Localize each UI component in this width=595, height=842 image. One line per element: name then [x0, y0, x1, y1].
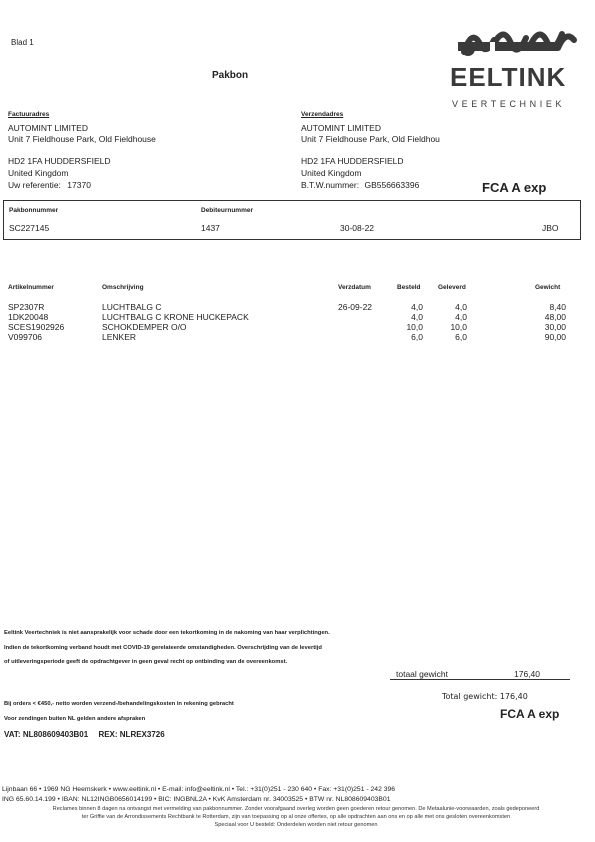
footer-terms-1: Reclames binnen 8 dagen na ontvangst met vermelding van pakbonnummer. Zonder voorafgaand overleg worden geen goederen retour genomen. De Metaalunie-voorwaarden, zoals gedeponeerd: [52, 806, 540, 812]
row-besteld: 6,0: [411, 332, 423, 342]
pakbon-number-label: Pakbonnummer: [9, 207, 59, 214]
factuur-line2: HD2 1FA HUDDERSFIELD: [8, 156, 111, 166]
total-weight-label: totaal gewicht: [396, 669, 448, 679]
note-line-2: Indien de tekortkoming verband houdt met COVID-19 gerelateerde omstandigheden. Overschrijding van de levertijd: [4, 645, 322, 651]
factuur-name: AUTOMINT LIMITED: [8, 123, 88, 133]
col-omschrijving: Omschrijving: [102, 284, 144, 291]
handwritten-total: Total gewicht: 176,40: [442, 692, 528, 701]
note-line-1: Eeltink Veertechniek is niet aansprakelijk voor schade door een tekortkoming in de nakoming van haar verplichtingen.: [4, 630, 330, 636]
btw-label: B.T.W.nummer:: [301, 180, 360, 190]
table-row: [8, 322, 580, 332]
footer-terms-3: Speciaal voor U besteld: Onderdelen worden niet retour genomen: [214, 822, 378, 828]
col-besteld: Besteld: [397, 284, 421, 291]
rex-number: REX: NLREX3726: [98, 730, 165, 739]
factuur-line1: Unit 7 Fieldhouse Park, Old Fieldhouse: [8, 134, 156, 144]
row-art: V099706: [8, 332, 43, 342]
footer-bank: ING 65.60.14.199 • IBAN: NL12INGB0656014199 • BIC: INGBNL2A • KvK Amsterdam nr. 34003525 • BTW nr. NL808609403B01: [2, 796, 391, 803]
col-artikelnummer: Artikelnummer: [8, 284, 54, 291]
debiteur-label: Debiteurnummer: [201, 207, 254, 214]
document-title: Pakbon: [212, 70, 249, 81]
vat-number: VAT: NL808609403B01: [4, 730, 89, 739]
btw-value: GB556663396: [364, 180, 420, 190]
footer-terms-2: ter Griffie van de Arrondissements Rechtbank te Rotterdam, zijn van toepassing op al onze offertes, op alle opdrachten aan ons en op alle met ons gesloten overeenkomsten: [81, 814, 511, 820]
verzend-btw: [301, 180, 419, 190]
verzend-line1: Unit 7 Fieldhouse Park, Old Fieldhou: [301, 134, 440, 144]
verzend-line2: HD2 1FA HUDDERSFIELD: [301, 156, 404, 166]
row-gewicht: 8,40: [549, 302, 566, 312]
row-besteld: 10,0: [406, 322, 423, 332]
verzend-line3: United Kingdom: [301, 168, 362, 178]
factuur-label: Factuuradres: [8, 111, 50, 118]
pakbon-initials: JBO: [542, 223, 559, 233]
pakbon-date: 30-08-22: [340, 223, 375, 233]
fca-top: FCA A exp: [482, 180, 547, 195]
table-row: [8, 332, 580, 342]
row-geleverd: 4,0: [455, 312, 467, 322]
verzend-name: AUTOMINT LIMITED: [301, 123, 381, 133]
logo-sub-text: VEERTECHNIEK: [452, 99, 566, 109]
total-weight-value: 176,40: [514, 669, 540, 679]
orders-note-2: Voor zendingen buiten NL gelden andere afspraken: [4, 716, 146, 722]
row-desc: LENKER: [102, 332, 137, 342]
fca-bottom: FCA A exp: [500, 707, 560, 721]
row-geleverd: 6,0: [455, 332, 467, 342]
row-gewicht: 90,00: [544, 332, 566, 342]
total-divider: [390, 679, 570, 680]
row-geleverd: 4,0: [455, 302, 467, 312]
orders-note-1: Bij orders < €450,- netto worden verzend-/behandelingskosten in rekening gebracht: [4, 701, 234, 707]
factuur-line3: United Kingdom: [8, 168, 69, 178]
row-gewicht: 30,00: [544, 322, 566, 332]
row-date: 26-09-22: [338, 302, 373, 312]
row-geleverd: 10,0: [450, 322, 467, 332]
page-number: Blad 1: [11, 38, 34, 47]
row-desc: SCHOKDEMPER O/O: [102, 322, 187, 332]
vat-rex-line: [4, 730, 165, 739]
row-gewicht: 48,00: [544, 312, 566, 322]
row-art: 1DK20048: [8, 312, 49, 322]
pakbon-number: SC227145: [9, 223, 50, 233]
reference-label: Uw referentie:: [8, 180, 61, 190]
table-row: [8, 302, 580, 312]
row-desc: LUCHTBALG C: [102, 302, 162, 312]
row-art: SCES1902926: [8, 322, 65, 332]
col-geleverd: Geleverd: [438, 284, 466, 291]
verzend-label: Verzendadres: [301, 111, 344, 118]
row-desc: LUCHTBALG C KRONE HUCKEPACK: [102, 312, 249, 322]
note-line-3: of uitleveringsperiode geeft de opdrachtgever in geen geval recht op ontbinding van de overeenkomst.: [4, 659, 288, 665]
pakbon-info-box: [3, 200, 581, 240]
col-gewicht: Gewicht: [535, 284, 561, 291]
logo-brand-text: EELTINK: [450, 62, 567, 92]
row-besteld: 4,0: [411, 312, 423, 322]
row-besteld: 4,0: [411, 302, 423, 312]
row-art: SP2307R: [8, 302, 45, 312]
table-row: [8, 312, 580, 322]
reference-value: 17370: [67, 180, 91, 190]
debiteur-number: 1437: [201, 223, 220, 233]
footer-contact: Lijnbaan 66 • 1969 NG Heemskerk • www.eeltink.nl • E-mail: info@eeltink.nl • Tel.: +31(0)251 - 230 640 • Fax: +31(0)251 - 242 396: [2, 786, 396, 793]
col-verzdatum: Verzdatum: [338, 284, 371, 291]
factuur-reference: [8, 180, 91, 190]
eeltink-logo: [450, 22, 580, 114]
